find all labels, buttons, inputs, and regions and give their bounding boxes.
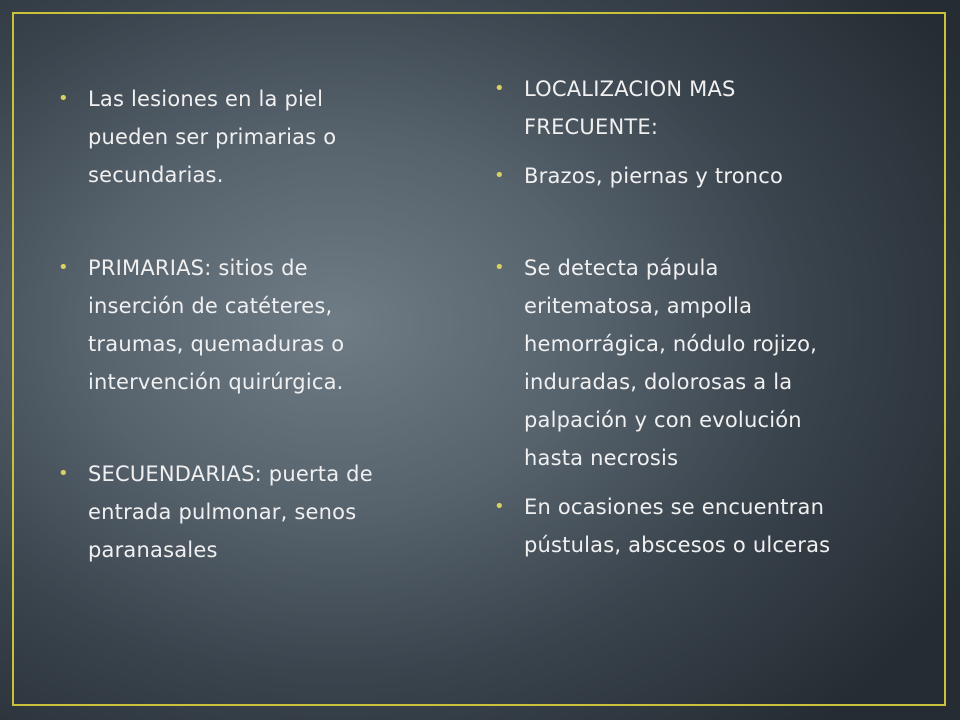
bullet-icon: • [58, 88, 69, 109]
bullet-item-brazos [494, 157, 783, 195]
bullet-text: SECUENDARIAS: puerta de entrada pulmonar, senos paranasales [88, 462, 373, 562]
bullet-text: LOCALIZACION MAS FRECUENTE: [524, 77, 736, 139]
bullet-icon: • [58, 463, 69, 484]
bullet-item-secundarias [58, 455, 373, 569]
bullet-item-ocasiones [494, 488, 830, 564]
bullet-text: PRIMARIAS: sitios de inserción de catéteres, traumas, quemaduras o intervención quirúrgica. [88, 256, 345, 394]
bullet-text: Las lesiones en la piel pueden ser primarias o secundarias. [88, 87, 337, 187]
bullet-icon: • [494, 165, 505, 186]
bullet-icon: • [494, 78, 505, 99]
bullet-text: Brazos, piernas y tronco [524, 164, 784, 188]
bullet-item-skin-lesions [58, 80, 336, 194]
bullet-icon: • [494, 257, 505, 278]
bullet-text: Se detecta pápula eritematosa, ampolla hemorrágica, nódulo rojizo, induradas, dolorosas a la palpación y con evolución hasta necrosis [524, 256, 818, 470]
bullet-item-papula [494, 249, 817, 477]
bullet-icon: • [58, 257, 69, 278]
bullet-item-primarias [58, 249, 344, 401]
bullet-icon: • [494, 496, 505, 517]
bullet-item-localizacion [494, 70, 736, 146]
bullet-text: En ocasiones se encuentran pústulas, abscesos o ulceras [524, 495, 831, 557]
